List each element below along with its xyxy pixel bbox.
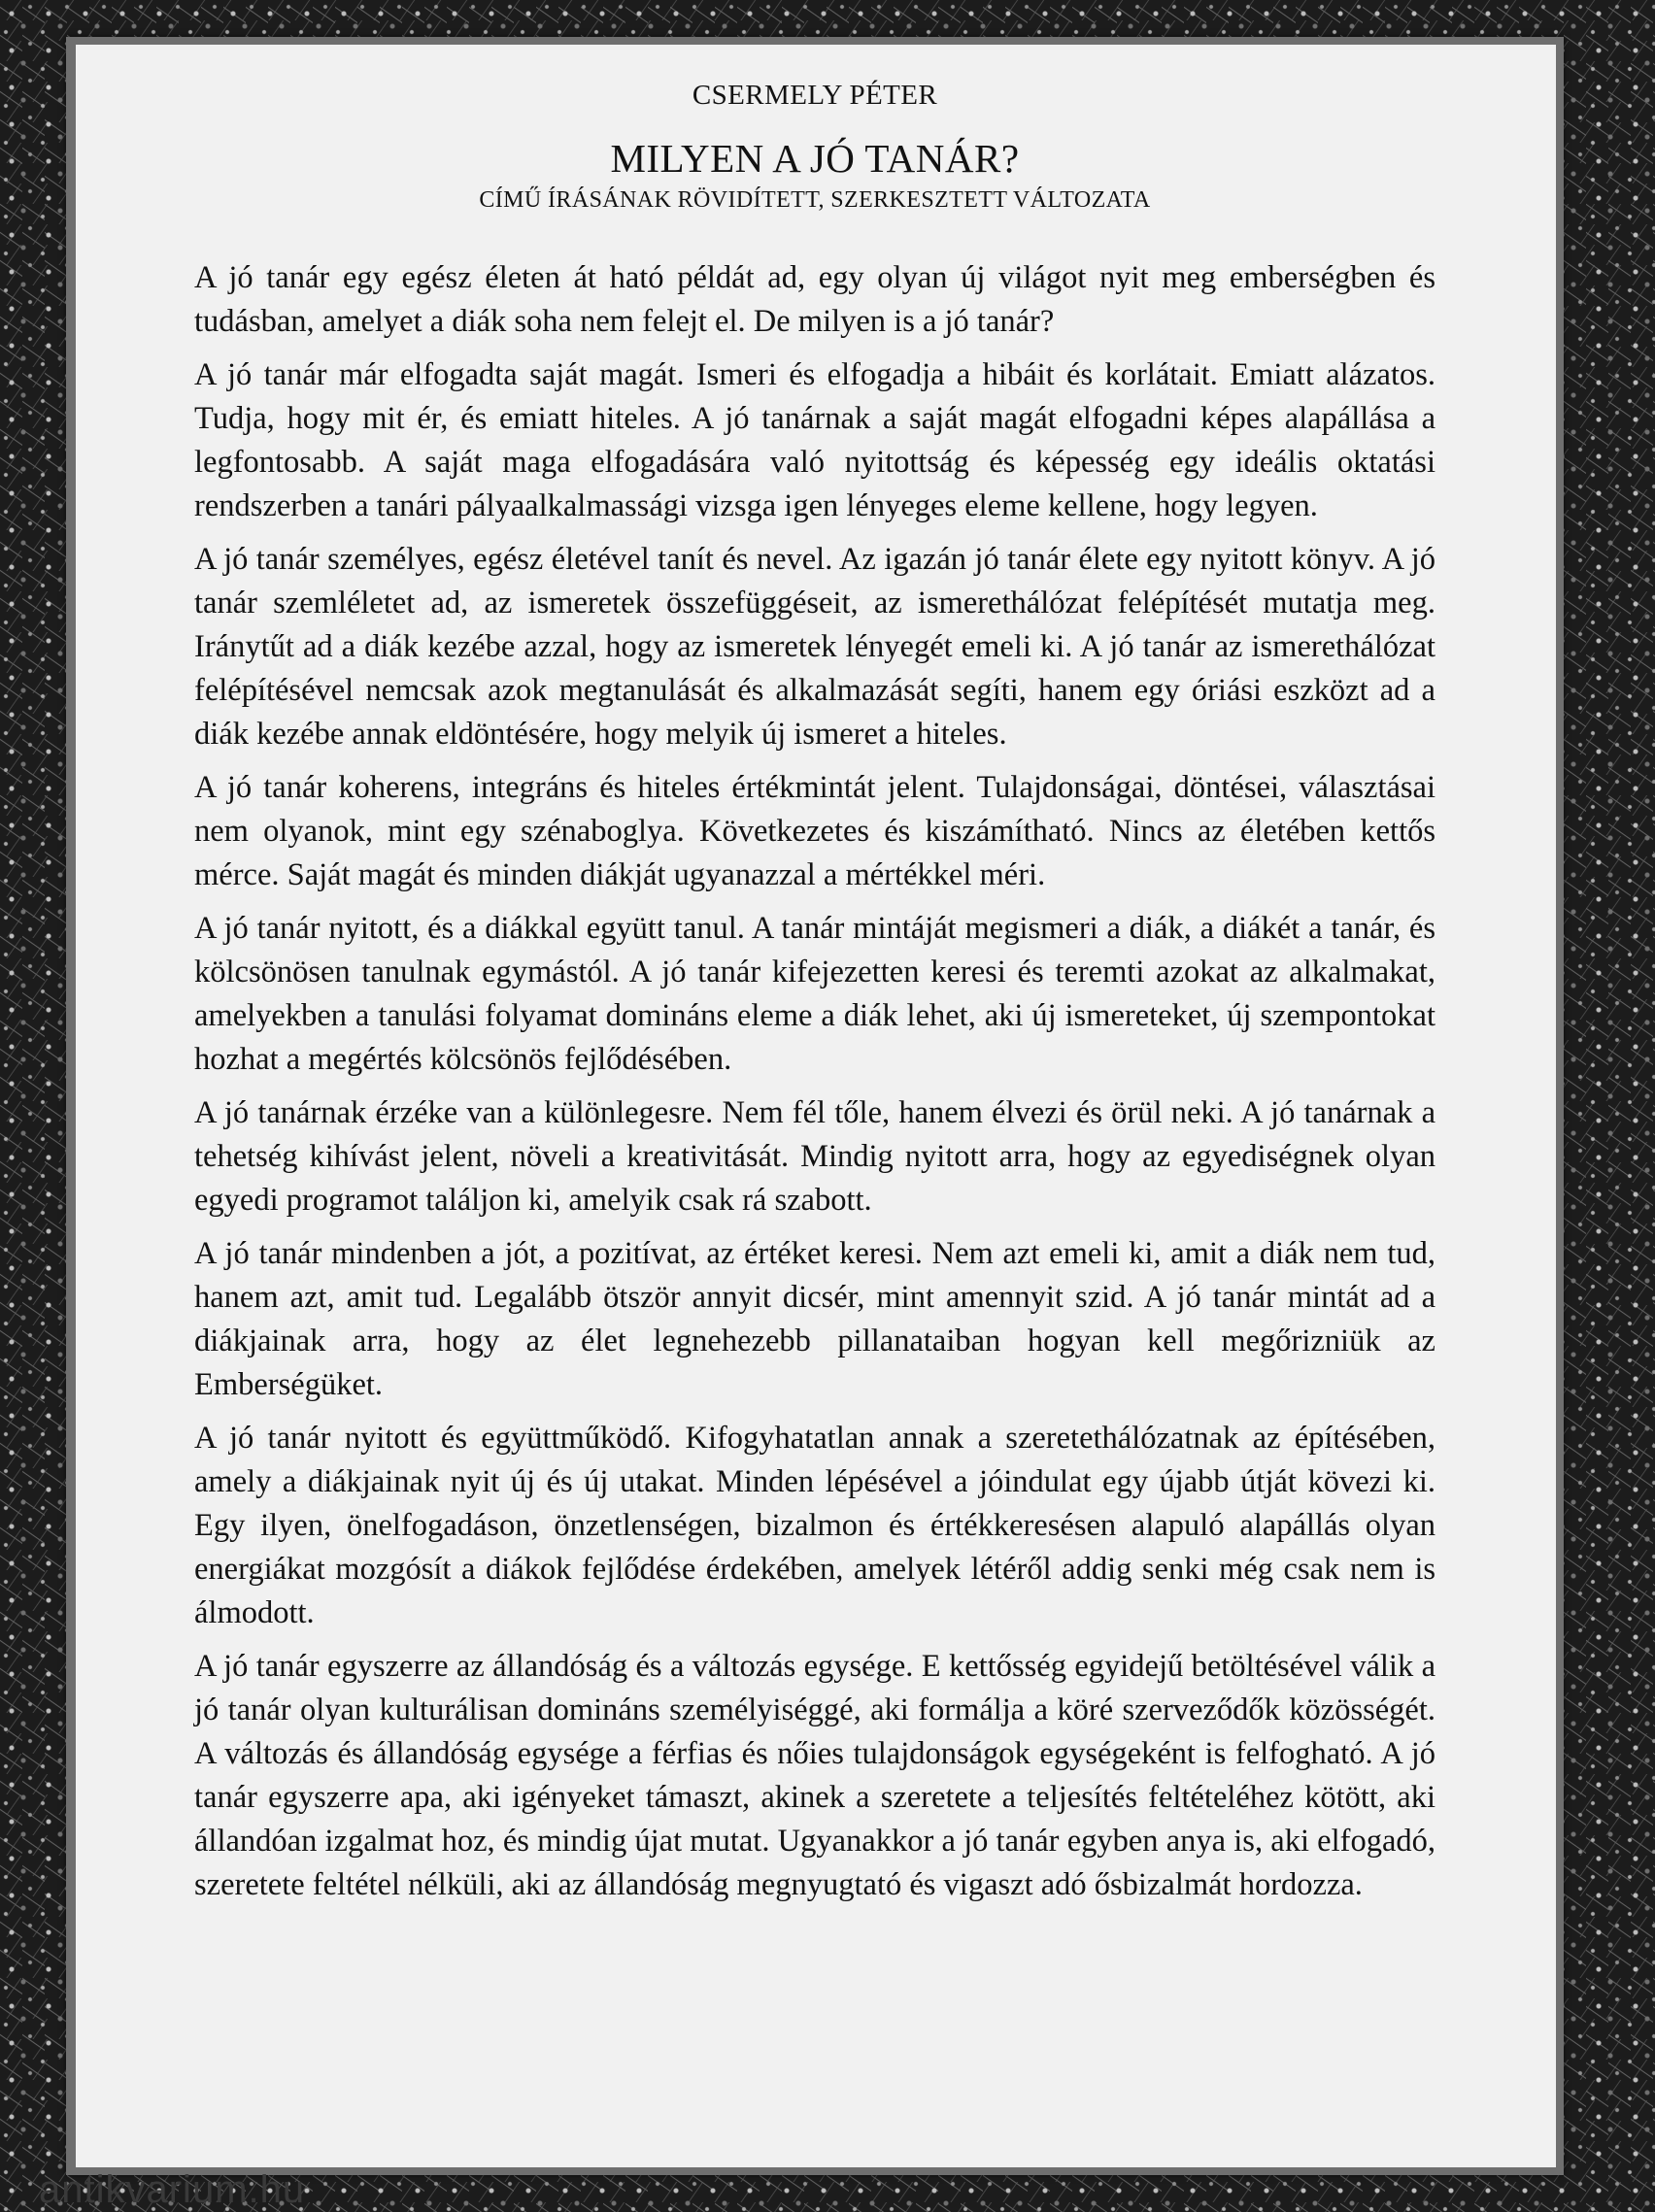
paragraph-4: A jó tanár koherens, integráns és hiteles értékmintát jelent. Tulajdonságai, döntései, választásai nem olyanok, mint egy szénaboglya. Következetes és kiszámítható. Nincs az életében kettős mérce. Saját magát és minden diákját ugyanazzal a mértékkel méri. xyxy=(194,770,1435,892)
document-body xyxy=(194,256,1435,1907)
author-name: CSERMELY PÉTER xyxy=(692,80,938,111)
paragraph-8: A jó tanár nyitott és együttműködő. Kifogyhatatlan annak a szeretethálózatnak az építésében, amely a diákjainak nyit új és új utakat. Minden lépésével a jóindulat egy újabb útját kövezi ki. Egy ilyen, önelfogadáson, önzetlenségen, bizalmon és értékkeresésen alapuló alapállás olyan energiákat mozgósít a diákok fejlődése érdekében, amelyek létéről addig senki még csak nem is álmodott. xyxy=(194,1421,1435,1630)
document-sheet xyxy=(76,45,1556,2167)
paragraph-9: A jó tanár egyszerre az állandóság és a változás egysége. E kettősség egyidejű betöltésével válik a jó tanár olyan kulturálisan domináns személyiséggé, aki formálja a köré szerveződők közösségét. A változás és állandóság egysége a férfias és nőies tulajdonságok egységeként is felfogható. A jó tanár egyszerre apa, aki igényeket támaszt, akinek a szeretete a teljesítés feltételéhez kötött, aki állandóan izgalmat hoz, és mindig újat mutat. Ugyanakkor a jó tanár egyben anya is, aki elfogadó, szeretete feltétel nélküli, aki az állandóság megnyugtató és vigaszt adó ősbizalmát hordozza. xyxy=(194,1649,1435,1902)
paragraph-3: A jó tanár személyes, egész életével tanít és nevel. Az igazán jó tanár élete egy nyitott könyv. A jó tanár szemléletet ad, az ismeretek összefüggéseit, az ismerethálózat felépítését mutatja meg. Iránytűt ad a diák kezébe azzal, hogy az ismeretek lényegét emeli ki. A jó tanár az ismerethálózat felépítésével nemcsak azok megtanulását és alkalmazását segíti, hanem egy óriási eszközt ad a diák kezébe annak eldöntésére, hogy melyik új ismeret a hiteles. xyxy=(194,542,1435,752)
paragraph-6: A jó tanárnak érzéke van a különlegesre. Nem fél tőle, hanem élvezi és örül neki. A jó tanárnak a tehetség kihívást jelent, növeli a kreativitását. Mindig nyitott arra, hogy az egyediségnek olyan egyedi programot találjon ki, amelyik csak rá szabott. xyxy=(194,1095,1435,1218)
document-subtitle: CÍMŰ ÍRÁSÁNAK RÖVIDÍTETT, SZERKESZTETT VÁLTOZATA xyxy=(479,187,1151,213)
paragraph-1: A jó tanár egy egész életen át ható példát ad, egy olyan új világot nyit meg emberségben és tudásban, amelyet a diák soha nem felejt el. De milyen is a jó tanár? xyxy=(194,260,1435,339)
paragraph-5: A jó tanár nyitott, és a diákkal együtt tanul. A tanár mintáját megismeri a diák, a diákét a tanár, és kölcsönösen tanulnak egymástól. A jó tanár kifejezetten keresi és teremti azokat az alkalmakat, amelyekben a tanulási folyamat domináns eleme a diák lehet, aki új ismereteket, új szempontokat hozhat a megértés kölcsönös fejlődésében. xyxy=(194,911,1435,1077)
watermark: antikvarium.hu xyxy=(39,2168,306,2211)
paragraph-2: A jó tanár már elfogadta saját magát. Ismeri és elfogadja a hibáit és korlátait. Emiatt alázatos. Tudja, hogy mit ér, és emiatt hiteles. A jó tanárnak a saját magát elfogadni képes alapállása a legfontosabb. A saját maga elfogadására való nyitottság és képesség egy ideális oktatási rendszerben a tanári pályaalkalmassági vizsga igen lényeges eleme kellene, hogy legyen. xyxy=(194,357,1435,523)
document-title: MILYEN A JÓ TANÁR? xyxy=(610,136,1020,181)
paragraph-7: A jó tanár mindenben a jót, a pozitívat, az értéket keresi. Nem azt emeli ki, amit a diák nem tud, hanem azt, amit tud. Legalább ötször annyit dicsér, mint amennyit szid. A jó tanár mintát ad a diákjainak arra, hogy az élet legnehezebb pillanataiban hogyan kell megőrizniük az Emberségüket. xyxy=(194,1236,1435,1402)
